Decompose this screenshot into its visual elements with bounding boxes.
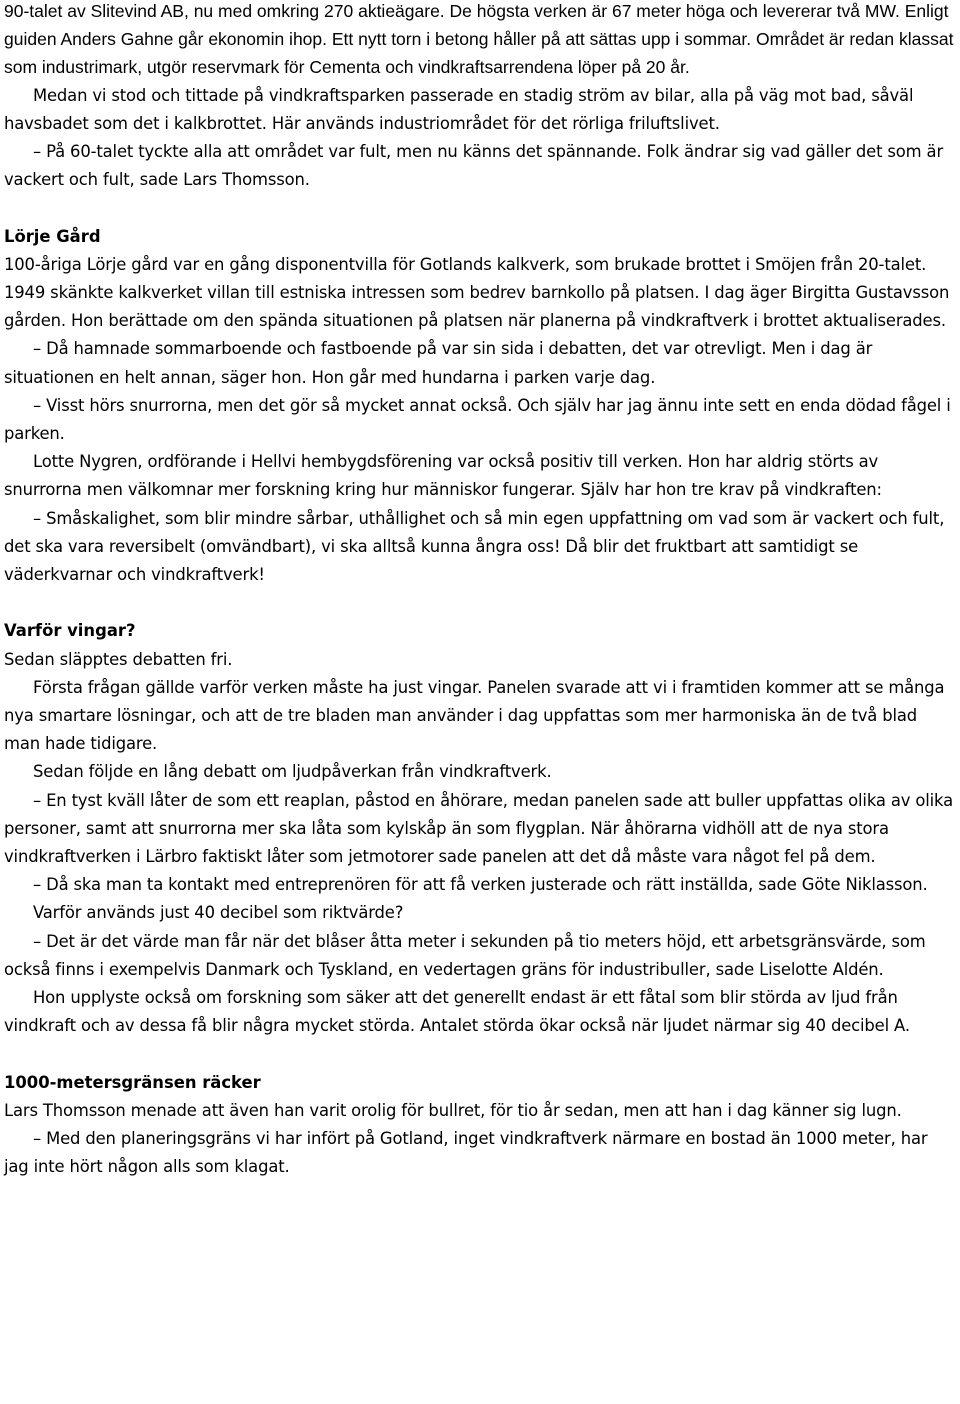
intro-paragraph-1: 90-talet av Slitevind AB, nu med omkring 270 aktieägare. De högsta verken är 67 meter höga och levererar två MW. Enligt guiden Anders Gahne går ekonomin ihop. Ett nytt torn i betong håller på att sättas upp i sommar. Området är redan klassat som industrimark, utgör reservmark för Cementa och vindkraftsarrendena löper på 20 år.	[4, 1, 954, 78]
section-spacer	[4, 589, 956, 617]
varfor-paragraph-6: – Det är det värde man får när det blåser åtta meter i sekunden på tio meters höjd, ett arbetsgränsvärde, som också finns i exempelvis Danmark och Tyskland, en vedertagen gräns för industribuller, sade Liselotte Aldén.	[4, 931, 926, 979]
varfor-paragraph-2: Sedan följde en lång debatt om ljudpåverkan från vindkraftverk.	[33, 762, 552, 782]
lorje-paragraph-3: – Visst hörs snurrorna, men det gör så mycket annat också. Och själv har jag ännu inte sett en enda dödad fågel i parken.	[4, 395, 951, 444]
section-heading-1000-metersgransen: 1000-metersgränsen räcker	[4, 1072, 261, 1092]
gransen-lead: Lars Thomsson menade att även han varit orolig för bullret, för tio år sedan, men att han i dag känner sig lugn.	[4, 1100, 902, 1120]
intro-paragraph-3: – På 60-talet tyckte alla att området var fult, men nu känns det spännande. Folk ändrar sig vad gäller det som är vackert och fult, sade Lars Thomsson.	[4, 142, 944, 190]
varfor-lead: Sedan släpptes debatten fri.	[4, 649, 233, 669]
lorje-paragraph-2: – Då hamnade sommarboende och fastboende på var sin sida i debatten, det var otrevligt. Men i dag är situationen en helt annan, säger hon. Hon går med hundarna i parken varje dag.	[4, 339, 873, 387]
varfor-paragraph-3: – En tyst kväll låter de som ett reaplan, påstod en åhörare, medan panelen sade att buller uppfattas olika av olika personer, samt att snurrorna mer ska låta som kylskåp än som flygplan. När åhörarna vidhöll att de nya stora vindkraftverken i Lärbro faktiskt låter som jetmotorer sade panelen att det då måste vara något fel på dem.	[4, 790, 953, 867]
section-spacer	[4, 1040, 956, 1068]
lorje-paragraph-4: Lotte Nygren, ordförande i Hellvi hembygdsförening var också positiv till verken. Hon har aldrig störts av snurrorna men välkomnar mer forskning kring hur människor fungerar. Själv har hon tre krav på vindkraften:	[4, 452, 882, 500]
lorje-paragraph-1: 100-åriga Lörje gård var en gång disponentvilla för Gotlands kalkverk, som brukade brottet i Smöjen från 20-talet. 1949 skänkte kalkverket villan till estniska intressen som bedrev barnkollo på platsen. I dag äger Birgitta Gustavsson gården. Hon berättade om den spända situationen på platsen när planerna på vindkraftverk i brottet aktualiserades.	[4, 254, 950, 331]
varfor-paragraph-1: Första frågan gällde varför verken måste ha just vingar. Panelen svarade att vi i framtiden kommer att se många nya smartare lösningar, och att de tre bladen man använder i dag uppfattas som mer harmoniska än de två blad man hade tidigare.	[4, 677, 945, 754]
varfor-paragraph-4: – Då ska man ta kontakt med entreprenören för att få verken justerade och rätt inställda, sade Göte Niklasson.	[33, 875, 928, 895]
varfor-paragraph-5: Varför används just 40 decibel som riktvärde?	[33, 903, 404, 923]
section-heading-lorje-gard: Lörje Gård	[4, 226, 101, 246]
section-spacer	[4, 194, 956, 222]
lorje-paragraph-5: – Småskalighet, som blir mindre sårbar, uthållighet och så min egen uppfattning om vad som är vackert och fult, det ska vara reversibelt (omvändbart), vi ska alltså kunna ångra oss! Då blir det fruktbart att samtidigt se väderkvarnar och vindkraftverk!	[4, 508, 945, 585]
section-heading-varfor-vingar: Varför vingar?	[4, 621, 136, 641]
gransen-paragraph-1: – Med den planeringsgräns vi har infört på Gotland, inget vindkraftverk närmare en bostad än 1000 meter, har jag inte hört någon alls som klagat.	[4, 1129, 928, 1177]
varfor-paragraph-7: Hon upplyste också om forskning som säker att det generellt endast är ett fåtal som blir störda av ljud från vindkraft och av dessa få blir några mycket störda. Antalet störda ökar också när ljudet närmar sig 40 decibel A.	[4, 988, 910, 1036]
intro-paragraph-2: Medan vi stod och tittade på vindkraftsparken passerade en stadig ström av bilar, alla på väg mot bad, såväl havsbadet som det i kalkbrottet. Här används industriområdet för det rörliga friluftslivet.	[4, 85, 914, 133]
